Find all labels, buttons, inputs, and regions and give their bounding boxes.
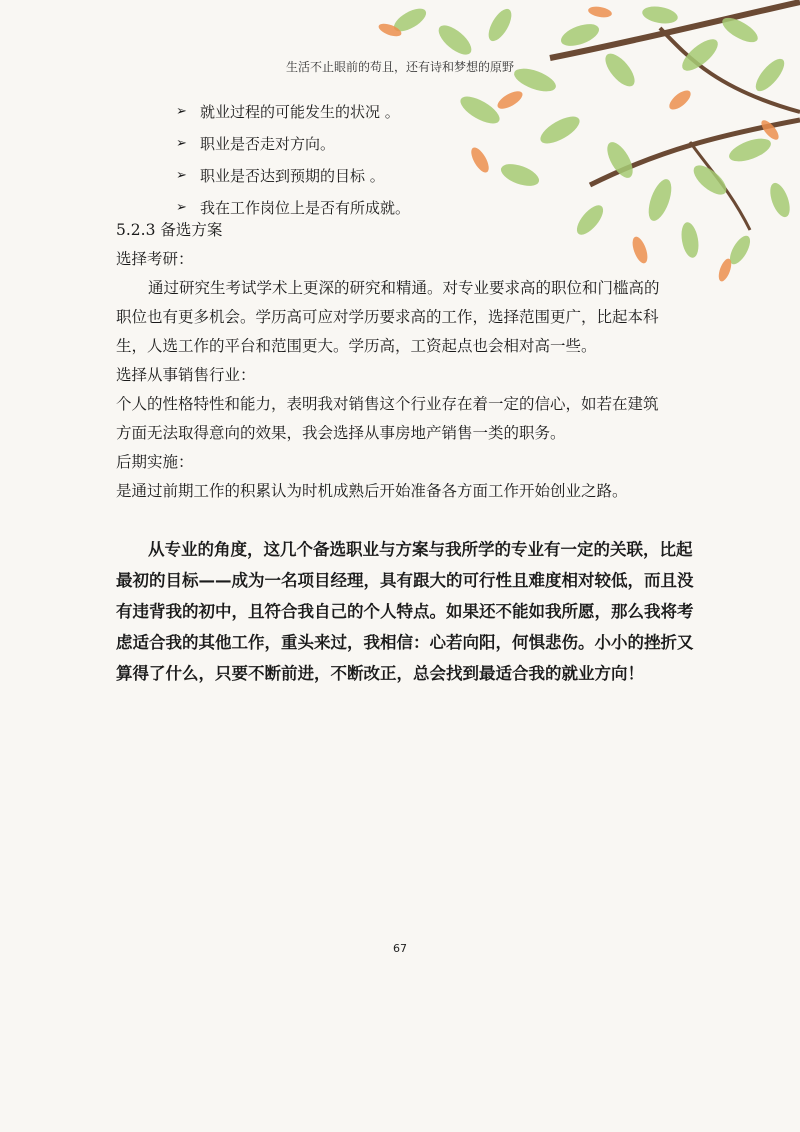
arrow-bullet-icon: ➢ <box>176 136 187 151</box>
arrow-bullet-icon: ➢ <box>176 168 187 183</box>
list-item: ➢ 就业过程的可能发生的状况 。 <box>176 96 410 128</box>
list-item: ➢ 我在工作岗位上是否有所成就。 <box>176 192 410 224</box>
conclusion-line: 从专业的角度，这几个备选职业与方案与我所学的专业有一定的关联，比起 <box>148 540 693 559</box>
arrow-bullet-icon: ➢ <box>176 200 187 215</box>
list-item: ➢ 职业是否走对方向。 <box>176 128 410 160</box>
conclusion-line: 虑适合我的其他工作，重头来过，我相信：心若向阳，何惧悲伤。小小的挫折又 <box>116 633 694 652</box>
paragraph-line: 个人的性格特性和能力，表明我对销售这个行业存在着一定的信心，如若在建筑 <box>116 395 659 413</box>
conclusion-line: 算得了什么，只要不断前进，不断改正，总会找到最适合我的就业方向！ <box>116 664 644 683</box>
paragraph-line: 生，人选工作的平台和范围更大。学历高，工资起点也会相对高一些。 <box>116 337 597 355</box>
paragraph-line: 职位也有更多机会。学历高可应对学历要求高的工作，选择范围更广，比起本科 <box>116 308 659 326</box>
main-text <box>116 216 696 689</box>
page-number: 67 <box>393 942 407 955</box>
header-motto: 生活不止眼前的苟且，还有诗和梦想的原野 <box>285 60 514 74</box>
paragraph-spacer <box>116 506 696 534</box>
option-label-later: 后期实施： <box>116 453 194 471</box>
conclusion-line: 有违背我的初中，且符合我自己的个人特点。如果还不能如我所愿，那么我将考 <box>116 602 694 621</box>
list-item: ➢ 职业是否达到预期的目标 。 <box>176 160 410 192</box>
bullet-list <box>176 96 410 224</box>
option-label-postgrad: 选择考研： <box>116 250 194 268</box>
section-heading: 5.2.3 备选方案 <box>116 221 223 239</box>
paragraph-line: 是通过前期工作的积累认为时机成熟后开始准备各方面工作开始创业之路。 <box>116 482 628 500</box>
paragraph-line: 通过研究生考试学术上更深的研究和精通。对专业要求高的职位和门槛高的 <box>148 279 660 297</box>
paragraph-line: 方面无法取得意向的效果，我会选择从事房地产销售一类的职务。 <box>116 424 566 442</box>
arrow-bullet-icon: ➢ <box>176 104 187 119</box>
conclusion-line: 最初的目标——成为一名项目经理，具有跟大的可行性且难度相对较低，而且没 <box>116 571 694 590</box>
option-label-sales: 选择从事销售行业： <box>116 366 256 384</box>
